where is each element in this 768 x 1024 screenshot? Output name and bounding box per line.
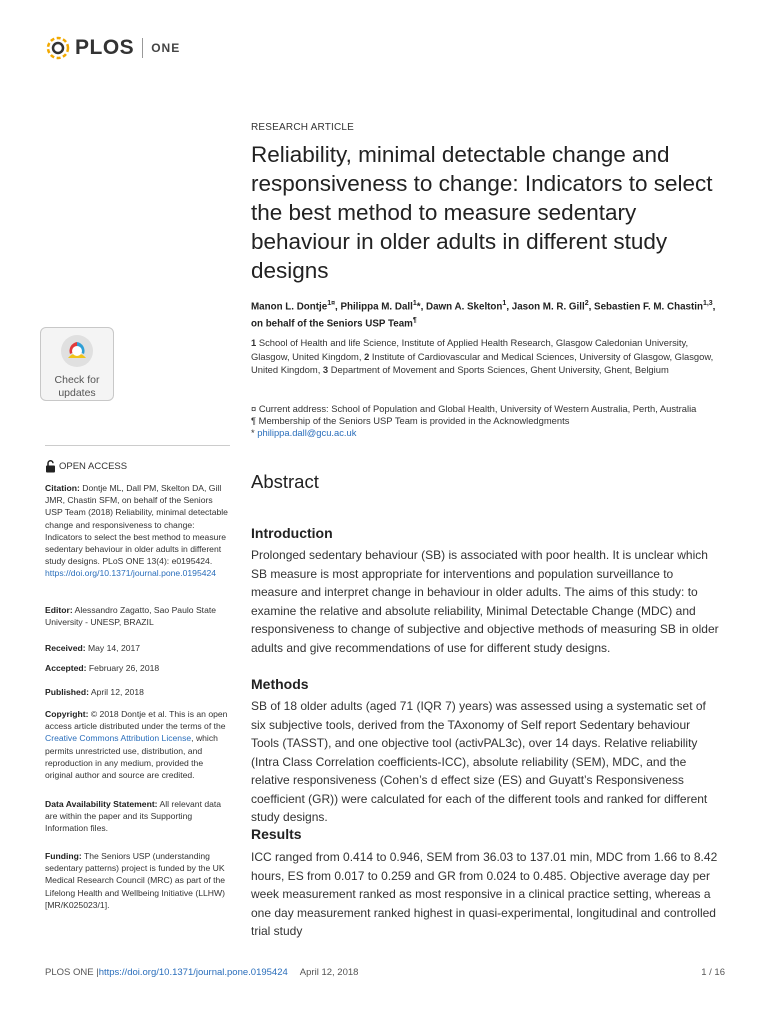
copyright-label: Copyright: [45,709,89,719]
introduction-paragraph: Prolonged sedentary behaviour (SB) is associated with poor health. It is unclear which SB measure is most appropriate for interventions and population surveillance to measure and interpret change in behaviour in older adults. The aims of this study: to examine the relative and absolute reliability, Minimal Detectable Change (MDC) and responsiveness to change of subjective and objective methods of measuring SB in older adults and give recommendations of use for different study designs. [251,548,719,655]
copyright-text: © 2018 Dontje et al. This is an open access article distributed under the terms of the [45,709,228,732]
affiliation-number: 1 [251,337,257,348]
methods-heading: Methods [251,676,309,692]
data-availability-block [45,798,230,835]
check-for-updates-badge[interactable] [40,327,114,401]
footer-date: April 12, 2018 [299,967,359,978]
author-name[interactable]: Manon L. Dontje [251,301,328,313]
footer-doi-link[interactable]: https://doi.org/10.1371/journal.pone.0195424 [98,967,288,978]
membership-note: ¶ Membership of the Seniors USP Team is provided in the Acknowledgments [251,415,570,426]
editor-block [45,604,230,628]
page-number: 1 / 16 [701,967,725,978]
author-name[interactable]: , on behalf of the Seniors USP Team [251,301,716,330]
accepted-block [45,662,230,674]
open-access-text: OPEN ACCESS [59,461,128,472]
author-name[interactable]: *, Dawn A. Skelton [416,301,503,313]
email-link[interactable]: philippa.dall@gcu.ac.uk [257,427,357,438]
author-notes [251,403,721,439]
citation-text: Dontje ML, Dall PM, Skelton DA, Gill JMR, Chastin SFM, on behalf of the Seniors USP Team (2018) Reliability, minimal detectable change and responsiveness to change: Indicators to select the best method to measure sedentary behaviour in older adults in different study designs. PLoS ONE 13(4): e0195424. [45,483,228,567]
funding-text: The Seniors USP (understanding sedentary patterns) project is funded by the UK Medical Research Council (MRC) as part of the Lifelong Health and Wellbeing Initiative (LLHW) [MR/K025023/1]. [45,851,226,910]
accepted-label: Accepted: [45,663,87,673]
author-list [251,297,721,332]
published-block [45,686,230,698]
funding-block [45,850,230,911]
results-paragraph: ICC ranged from 0.414 to 0.946, SEM from 36.03 to 137.01 min, MDC from 1.66 to 8.42 hours, ES from 0.017 to 0.259 and GR from 0.024 to 0.485. Objective average day per week measurement ranked as most responsive in a clinical practice setting, whereas a one day measurement ranked highest in quasi-experimental, longitudinal and controlled trial study [251,850,718,938]
author-sup: 1 [502,300,507,307]
author-sup: 2 [584,300,589,307]
received-label: Received: [45,643,86,653]
plos-one-logo[interactable] [45,34,180,62]
received-text: May 14, 2017 [85,643,141,653]
published-label: Published: [45,687,89,697]
editor-label: Editor: [45,605,73,615]
author-sup: 1 [412,300,417,307]
citation-block [45,482,230,580]
methods-paragraph: SB of 18 older adults (aged 71 (IQR 7) years) was assessed using a systematic set of six subjective tools, derived from the TAxonomy of Self report Sedentary behaviour Tools (TASST), and one objective tool (activPAL3c), over 14 days. Relative reliability (Intra Class Correlation coefficients-ICC), absolute reliability (SEM), MDC, and the relative responsiveness (Cohen’s d effect size (ES) and Guyatt’s Responsiveness coefficient (GR)) were calculated for each of the different tools and ranked for different study designs. [251,699,708,824]
affiliation-number: 3 [322,364,329,375]
affiliation-text: School of Health and life Science, Institute of Applied Health Research, Glasgow Caledonian University, Glasgow, United Kingdom, [251,337,689,362]
sidebar-divider [45,445,230,446]
data-availability-text: All relevant data are within the paper and its Supporting Information files. [45,799,222,834]
footer-journal: PLOS ONE | [45,967,99,978]
abstract-heading: Abstract [251,471,319,492]
results-heading: Results [251,826,302,842]
badge-line1: Check for [54,374,100,386]
introduction-heading: Introduction [251,525,333,541]
article-title: Reliability, minimal detectable change and responsiveness to change: Indicators to select the best method to measure sedentary behaviour in older adults in different study designs [251,142,713,283]
affiliations [251,336,721,377]
corresponding-star: * [251,427,258,438]
article-type: RESEARCH ARTICLE [251,122,355,133]
copyright-block [45,708,230,781]
author-sup: 1,3 [702,300,713,307]
citation-label: Citation: [45,483,80,493]
author-sup: ¶ [412,317,417,325]
current-address-note: ¤ Current address: School of Population and Global Health, University of Western Australia, Perth, Australia [251,403,697,414]
crossmark-icon [60,334,94,368]
logo-suffix: ONE [151,41,181,55]
author-name[interactable]: , Philippa M. Dall [335,301,413,313]
data-availability-label: Data Availability Statement: [45,799,158,809]
author-name[interactable]: , Sebastien F. M. Chastin [588,301,703,313]
editor-text: Alessandro Zagatto, Sao Paulo State University - UNESP, BRAZIL [45,605,217,628]
page-footer [45,967,725,978]
logo-separator [142,38,143,58]
affiliation-text: Institute of Cardiovascular and Medical Sciences, University of Glasgow, Glasgow, United Kingdom, [251,350,714,375]
license-link[interactable]: Creative Commons Attribution License [45,733,192,744]
affiliation-number: 2 [364,350,370,362]
funding-label: Funding: [45,851,82,861]
corresponding-note [251,427,721,439]
published-text: April 12, 2018 [88,687,144,697]
logo-name: PLOS [75,36,135,59]
open-access-label [45,460,127,473]
copyright-text-end: , which permits unrestricted use, distribution, and reproduction in any medium, provided the original author and source are credited. [45,733,218,781]
open-lock-icon [45,460,56,473]
author-sup: 1¤ [327,300,335,307]
received-block [45,642,230,654]
affiliation-text: Department of Movement and Sports Sciences, Ghent University, Ghent, Belgium [328,364,669,375]
badge-line2: updates [58,387,96,399]
author-name[interactable]: , Jason M. R. Gill [506,301,585,313]
plos-logo-icon [45,35,71,61]
accepted-text: February 26, 2018 [86,663,160,673]
citation-doi-link[interactable]: https://doi.org/10.1371/journal.pone.0195424 [45,568,217,579]
